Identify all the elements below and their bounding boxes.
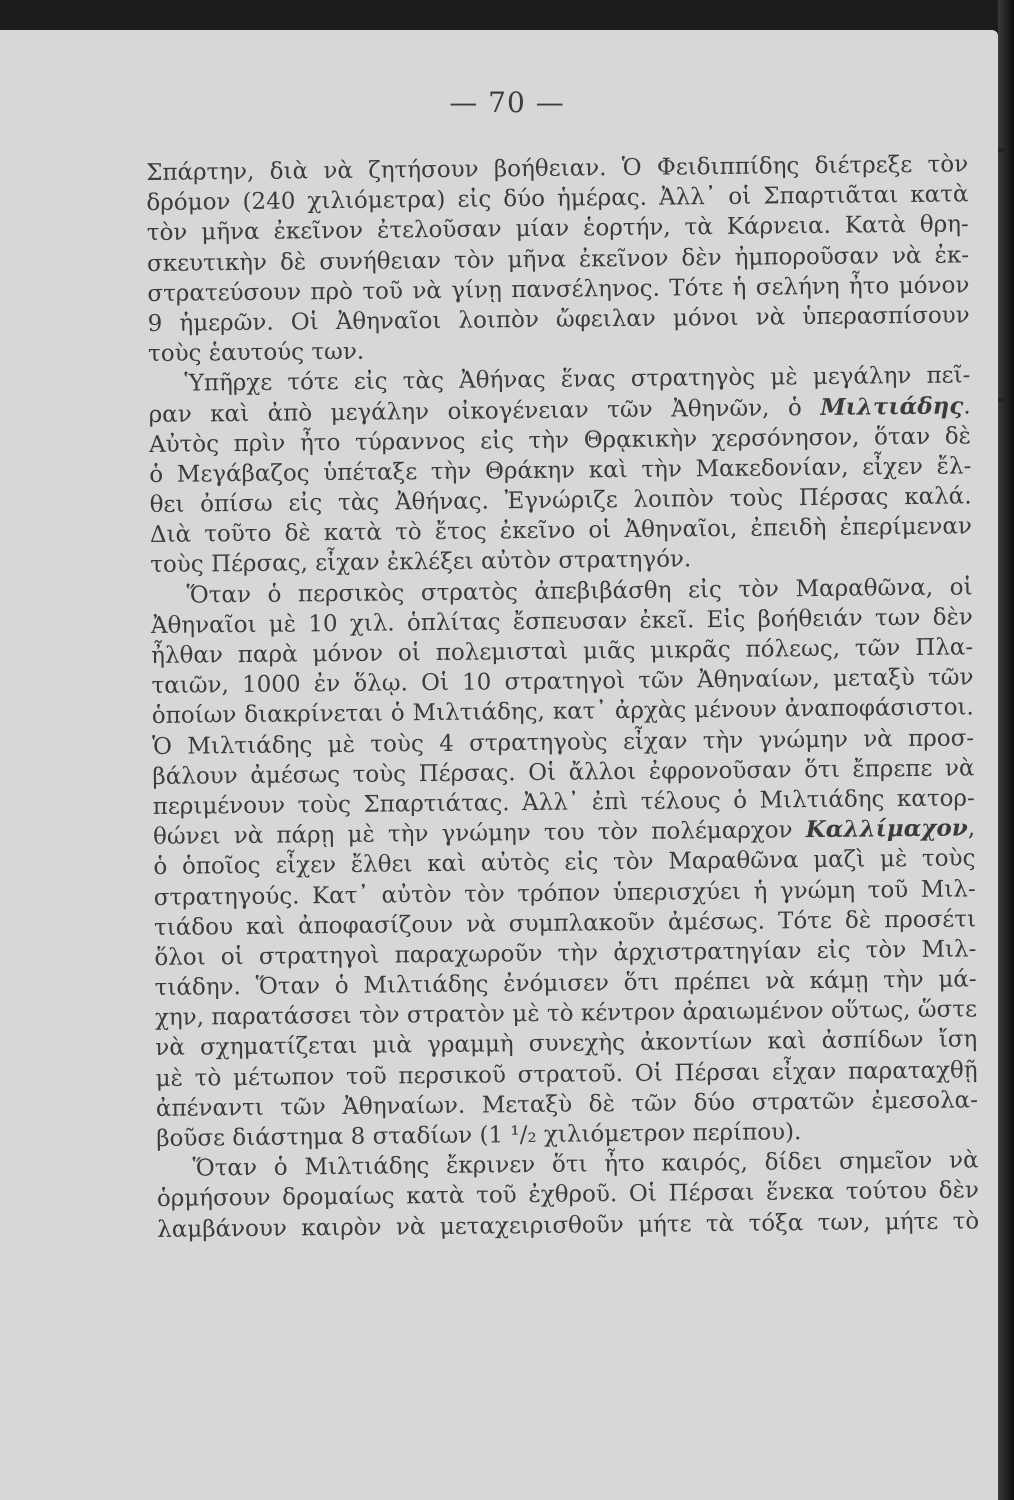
line-text: ὁ ὁποῖος εἶχεν ἔλθει καὶ αὐτὸς εἰς τὸν Μαραθῶνα μαζὶ μὲ τοὺς [153, 845, 976, 881]
line-text: ὁρμήσουν δρομαίως κατὰ τοῦ ἐχθροῦ. Οἱ Πέρσαι ἕνεκα τούτου δὲν [156, 1177, 979, 1213]
line-text: τὸν μῆνα ἐκεῖνον ἐτελοῦσαν μίαν ἑορτήν, τὰ Κάρνεια. Κατὰ θρη- [146, 211, 969, 247]
margin-mark [998, 398, 1008, 402]
line-text: λαμβάνουν καιρὸν νὰ μεταχειρισθοῦν μήτε τὰ τόξα των, μήτε τὸ [157, 1207, 980, 1243]
line-text: θώνει νὰ πάρῃ μὲ τὴν γνώμην του τὸν πολέμαρχον [152, 817, 806, 851]
line-text: 9 ἡμερῶν. Οἱ Ἀθηναῖοι λοιπὸν ὤφειλαν μόνοι νὰ ὑπερασπίσουν [147, 302, 970, 337]
line-text: σκευτικὴν δὲ συνήθειαν τὸν μῆνα ἐκεῖνον δὲν ἠμποροῦσαν νὰ ἐκ- [146, 241, 970, 277]
line-text: Ἀθηναῖοι μὲ 10 χιλ. ὁπλίτας ἔσπευσαν ἐκεῖ. Εἰς βοήθειάν των δὲν [150, 604, 973, 639]
line-text: χην, παρατάσσει τὸν στρατὸν μὲ τὸ κέντρον ἀραιωμένον οὕτως, ὥστε [154, 996, 978, 1032]
emphasized-name: Καλλίμαχον [805, 814, 968, 844]
line-text: Ὅταν ὁ περσικὸς στρατὸς ἀπεβιβάσθη εἰς τὸν Μαραθῶνα, οἱ [186, 573, 973, 609]
line-text: Ὑπῆρχε τότε εἰς τὰς Ἀθήνας ἕνας στρατηγὸς μὲ μεγάλην πεῖ- [184, 362, 971, 397]
line-text: Αὐτὸς πρὶν ἦτο τύραννος εἰς τὴν Θρᾳκικὴν χερσόνησον, ὅταν δὲ [148, 423, 972, 458]
line-text: ταιῶν, 1000 ἐν ὅλῳ. Οἱ 10 στρατηγοὶ τῶν Ἀθηναίων, μεταξὺ τῶν [151, 664, 974, 700]
emphasized-name: Μιλτιάδης [820, 391, 964, 421]
page-number: — 70 — [449, 86, 565, 119]
line-text: ἀπέναντι τῶν Ἀθηναίων. Μεταξὺ δὲ τῶν δύο στρατῶν ἐμεσολα- [155, 1087, 979, 1122]
line-text: δρόμον (240 χιλιόμετρα) εἰς δύο ἡμέρας. Ἀλλ᾽ οἱ Σπαρτιᾶται κατὰ [146, 181, 969, 217]
line-text: Σπάρτην, διὰ νὰ ζητήσουν βοήθειαν. Ὁ Φειδιππίδης διέτρεξε τὸν [146, 151, 969, 186]
line-text: τιάδην. Ὅταν ὁ Μιλτιάδης ἐνόμισεν ὅτι πρέπει νὰ κάμῃ τὴν μά- [154, 966, 977, 1002]
line-text: νὰ σχηματίζεται μιὰ γραμμὴ συνεχὴς ἀκοντίων καὶ ἀσπίδων ἴση [155, 1026, 978, 1062]
line-text: τιάδου καὶ ἀποφασίζουν νὰ συμπλακοῦν ἀμέσως. Τότε δὲ προσέτι [153, 906, 977, 941]
scan-edge [998, 0, 1014, 1500]
line-text: τοὺς ἑαυτούς των. [147, 338, 365, 368]
punctuation: . [963, 392, 971, 419]
line-text: βάλουν ἀμέσως τοὺς Πέρσας. Οἱ ἄλλοι ἐφρονοῦσαν ὅτι ἔπρεπε νὰ [152, 755, 975, 790]
line-text: ὅλοι οἱ στρατηγοὶ παραχωροῦν τὴν ἀρχιστρατηγίαν εἰς τὸν Μιλ- [154, 936, 977, 971]
line-text: ἦλθαν παρὰ μόνον οἱ πολεμισταὶ μιᾶς μικρᾶς πόλεως, τῶν Πλα- [151, 634, 974, 669]
line-text: θει ὀπίσω εἰς τὰς Ἀθήνας. Ἐγνώριζε λοιπὸν τοὺς Πέρσας καλά. [149, 483, 972, 519]
line-text: μὲ τὸ μέτωπον τοῦ περσικοῦ στρατοῦ. Οἱ Πέρσαι εἶχαν παραταχθῇ [155, 1056, 978, 1092]
margin-mark [998, 148, 1008, 152]
line-text: Ὁ Μιλτιάδης μὲ τοὺς 4 στρατηγοὺς εἶχαν τὴν γνώμην νὰ προσ- [152, 724, 975, 760]
line-text: στρατεύσουν πρὸ τοῦ νὰ γίνῃ πανσέληνος. Τότε ἡ σελήνη ἦτο μόνον [147, 272, 970, 307]
line-text: ὁποίων διακρίνεται ὁ Μιλτιάδης, κατ᾽ ἀρχὰς μένουν ἀναποφάσιστοι. [151, 694, 974, 730]
line-text: στρατηγούς. Κατ᾽ αὐτὸν τὸν τρόπον ὑπερισχύει ἡ γνώμη τοῦ Μιλ- [153, 875, 976, 911]
line-text: περιμένουν τοὺς Σπαρτιάτας. Ἀλλ᾽ ἐπὶ τέλους ὁ Μιλτιάδης κατορ- [152, 785, 975, 820]
line-text: Ὅταν ὁ Μιλτιάδης ἔκρινεν ὅτι ἦτο καιρός, δίδει σημεῖον νὰ [192, 1147, 979, 1182]
line-text: ὁ Μεγάβαζος ὑπέταξε τὴν Θράκην καὶ τὴν Μακεδονίαν, εἶχεν ἔλ- [149, 453, 972, 488]
line-text: Διὰ τοῦτο δὲ κατὰ τὸ ἔτος ἐκεῖνο οἱ Ἀθηναῖοι, ἐπειδὴ ἐπερίμεναν [149, 513, 973, 549]
line-text: ραν καὶ ἀπὸ μεγάλην οἰκογένειαν τῶν Ἀθηνῶν, ὁ [148, 394, 821, 428]
body-text [146, 149, 979, 1244]
line-text: βοῦσε διάστημα 8 σταδίων (1 ¹/₂ χιλιόμετρον περίπου). [156, 1119, 802, 1152]
line-text: τοὺς Πέρσας, εἶχαν ἐκλέξει αὐτὸν στρατηγόν. [150, 546, 692, 579]
punctuation: , [967, 815, 976, 842]
